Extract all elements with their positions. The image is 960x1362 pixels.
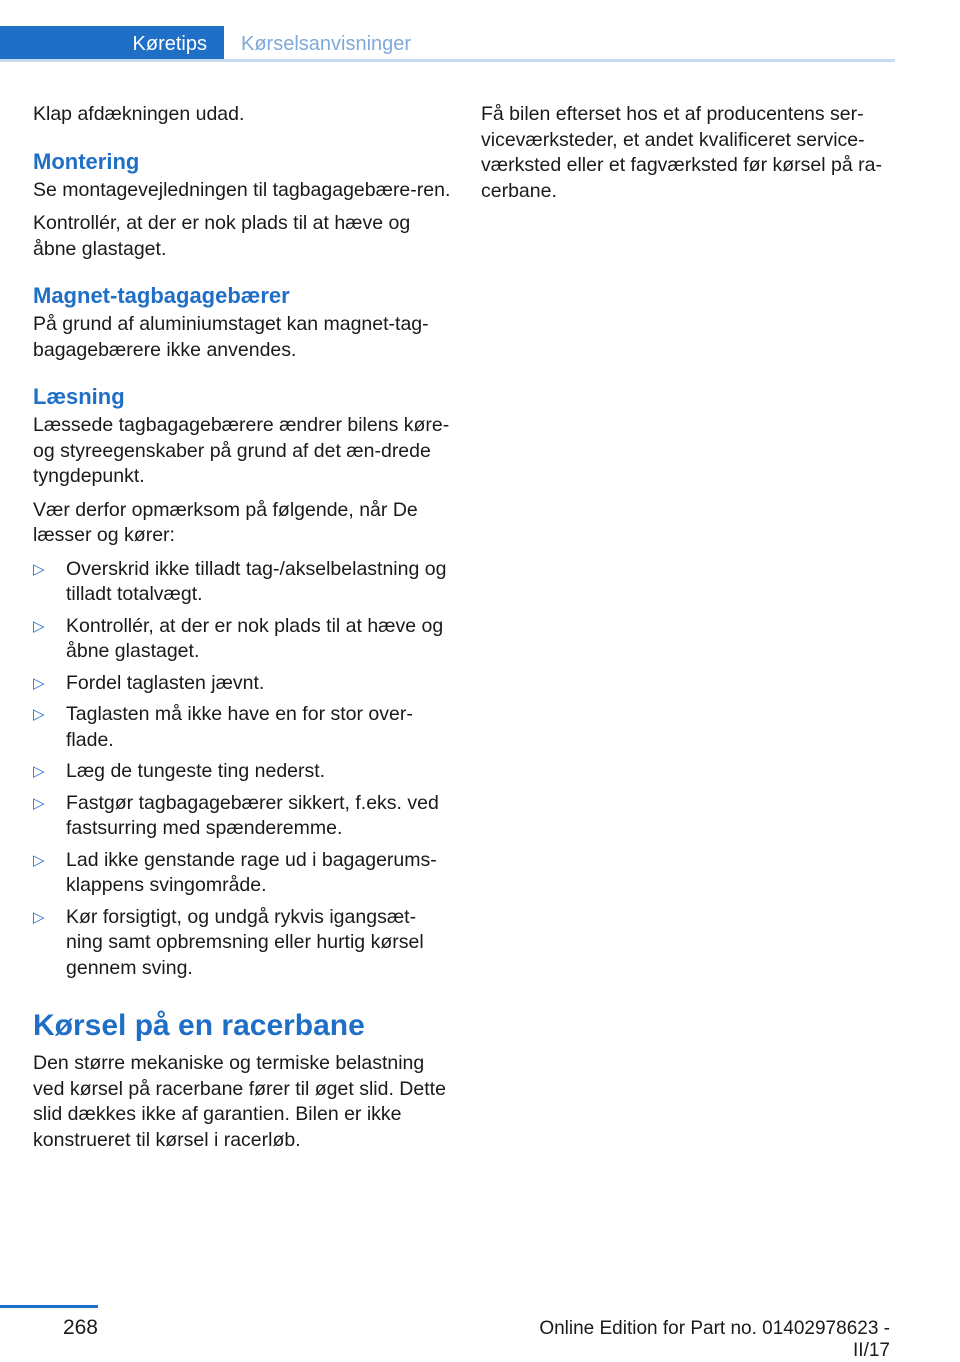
triangle-bullet-icon: ▷ [33,851,45,869]
list-item [33,791,451,842]
heading-laesning: Læsning [33,384,125,409]
intro-text: Klap afdækningen udad. [33,103,245,125]
edition-note: Online Edition for Part no. 01402978623 - II/17 [539,1318,890,1361]
list-item-text: Kontrollér, at der er nok plads til at hæve og åbne glastaget. [66,614,444,662]
triangle-bullet-icon: ▷ [33,617,45,635]
list-item [33,557,451,608]
footer-divider [0,1305,98,1308]
laesning-text-2: Vær derfor opmærksom på følgende, når De læsser og kører: [33,498,418,546]
header-divider [0,59,895,62]
laesning-text-1: Læssede tagbagagebærere ændrer bilens køre- og styreegenskaber på grund af det æn‐drede tyngdepunkt. [33,414,450,487]
list-item-text: Taglasten må ikke have en for stor over‐flade. [66,703,413,751]
montering-text-1: Se montagevejledningen til tagbagagebære‐ren. [33,178,451,201]
list-item [33,848,451,899]
heading-montering: Montering [33,148,140,174]
list-item [33,759,451,785]
triangle-bullet-icon: ▷ [33,674,45,692]
chapter-header [0,26,895,62]
right-column [481,102,899,212]
list-item-text: Læg de tungeste ting nederst. [66,760,326,782]
list-item-text: Fordel taglasten jævnt. [66,671,265,694]
left-column [33,102,451,1161]
page-number: 268 [62,1316,98,1339]
racerbane-service-text: Få bilen efterset hos et af producentens ser‐viceværksteder, et andet kvalificeret service‐værksted eller et fagværksted før kørsel på ra‐cerbane. [481,103,882,202]
racerbane-text: Den større mekaniske og termiske belastning ved kørsel på racerbane fører til øget slid. Dette slid dækkes ikke af garantien. Bilen er ikke konstrueret til kørsel i racerløb. [33,1052,446,1151]
laesning-list [33,557,451,982]
montering-text-2: Kontrollér, at der er nok plads til at hæve og åbne glastaget. [33,212,411,260]
list-item [33,671,451,697]
tab-koretips[interactable]: Køretips [0,26,224,62]
triangle-bullet-icon: ▷ [33,908,45,926]
triangle-bullet-icon: ▷ [33,763,45,780]
list-item-text: Overskrid ikke tilladt tag-/akselbelastning og tilladt totalvægt. [66,557,447,605]
triangle-bullet-icon: ▷ [33,560,45,578]
list-item-text: Fastgør tagbagagebærer sikkert, f.eks. ved fastsurring med spænderemme. [66,791,439,839]
magnet-text: På grund af aluminiumstaget kan magnet-tag‐bagagebærere ikke anvendes. [33,313,429,361]
triangle-bullet-icon: ▷ [33,706,45,723]
triangle-bullet-icon: ▷ [33,794,45,812]
tab-korselsanvisninger[interactable]: Kørselsanvisninger [241,32,412,55]
heading-magnet: Magnet-tagbagagebærer [33,283,290,308]
list-item [33,614,451,665]
heading-racerbane: Kørsel på en racerbane [33,1009,365,1042]
list-item [33,905,451,982]
list-item-text: Lad ikke genstande rage ud i bagagerums‐klappens svingområde. [66,848,437,896]
list-item-text: Kør forsigtigt, og undgå rykvis igangsæt‐ning samt opbremsning eller hurtig kørsel gennem sving. [66,905,424,979]
list-item [33,702,451,753]
